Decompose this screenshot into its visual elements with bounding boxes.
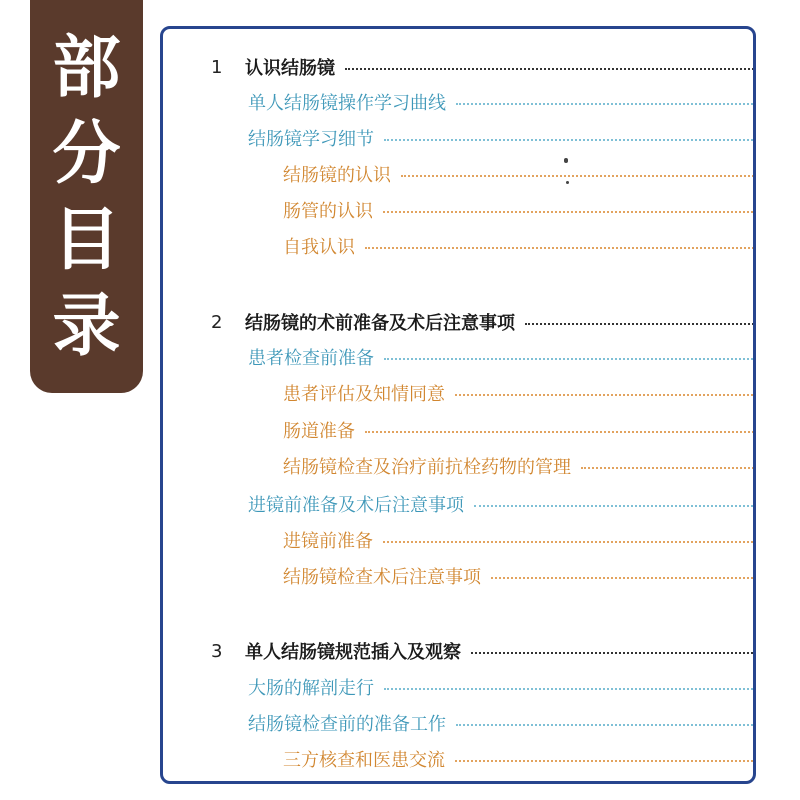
dot-leader (581, 467, 756, 469)
print-speck (564, 158, 568, 163)
section-label (30, 0, 143, 393)
subsection-title: 自我认识 (283, 237, 355, 258)
label-char: 目 (52, 199, 121, 280)
toc-section (248, 487, 756, 521)
dot-leader (456, 724, 756, 726)
section-title: 结肠镜检查前的准备工作 (248, 714, 446, 735)
dot-leader (384, 139, 756, 141)
toc-subsection (283, 229, 756, 263)
toc-section (248, 340, 756, 374)
chapter-number: 3 (211, 640, 223, 662)
subsection-title: 结肠镜检查及治疗前抗栓药物的管理 (283, 457, 571, 478)
section-title: 进镜前准备及术后注意事项 (248, 495, 464, 516)
subsection-title: 结肠镜的认识 (283, 165, 391, 186)
toc-chapter-1 (211, 50, 756, 84)
dot-leader (474, 505, 756, 507)
toc-chapter-3 (211, 634, 756, 668)
chapter-title: 单人结肠镜规范插入及观察 (245, 642, 461, 663)
toc-section (248, 706, 756, 740)
dot-leader (383, 541, 756, 543)
dot-leader (384, 688, 756, 690)
dot-leader (525, 323, 756, 325)
dot-leader (401, 175, 756, 177)
chapter-number: 1 (211, 56, 223, 78)
dot-leader (365, 431, 756, 433)
subsection-title: 肠道准备 (283, 421, 355, 442)
dot-leader (491, 577, 756, 579)
toc-subsection (283, 559, 756, 593)
dot-leader (365, 247, 756, 249)
toc-chapter-2 (211, 305, 756, 339)
toc-subsection (283, 449, 756, 483)
toc-section (248, 121, 756, 155)
subsection-title: 进镜前准备 (283, 531, 373, 552)
chapter-title: 认识结肠镜 (245, 58, 335, 79)
dot-leader (455, 394, 756, 396)
toc-subsection (283, 376, 756, 410)
toc-subsection (283, 413, 756, 447)
dot-leader (471, 652, 756, 654)
chapter-number: 2 (211, 311, 223, 333)
section-title: 大肠的解剖走行 (248, 678, 374, 699)
section-title: 患者检查前准备 (248, 348, 374, 369)
section-title: 单人结肠镜操作学习曲线 (248, 93, 446, 114)
toc-subsection (283, 742, 756, 776)
subsection-title: 三方核查和医患交流 (283, 750, 445, 771)
label-char: 部 (52, 27, 121, 108)
section-title: 结肠镜学习细节 (248, 129, 374, 150)
dot-leader (384, 358, 756, 360)
dot-leader (456, 103, 756, 105)
subsection-title: 患者评估及知情同意 (283, 384, 445, 405)
dot-leader (383, 211, 756, 213)
subsection-title: 肠管的认识 (283, 201, 373, 222)
subsection-title: 结肠镜检查术后注意事项 (283, 567, 481, 588)
toc-subsection (283, 193, 756, 227)
toc-subsection (283, 157, 756, 191)
dot-leader (345, 68, 756, 70)
table-of-contents (160, 26, 756, 784)
toc-section (248, 670, 756, 704)
chapter-title: 结肠镜的术前准备及术后注意事项 (245, 313, 515, 334)
print-speck (566, 181, 569, 184)
toc-section (248, 85, 756, 119)
label-char: 分 (52, 113, 121, 194)
toc-subsection (283, 523, 756, 557)
dot-leader (455, 760, 756, 762)
label-char: 录 (52, 285, 121, 366)
